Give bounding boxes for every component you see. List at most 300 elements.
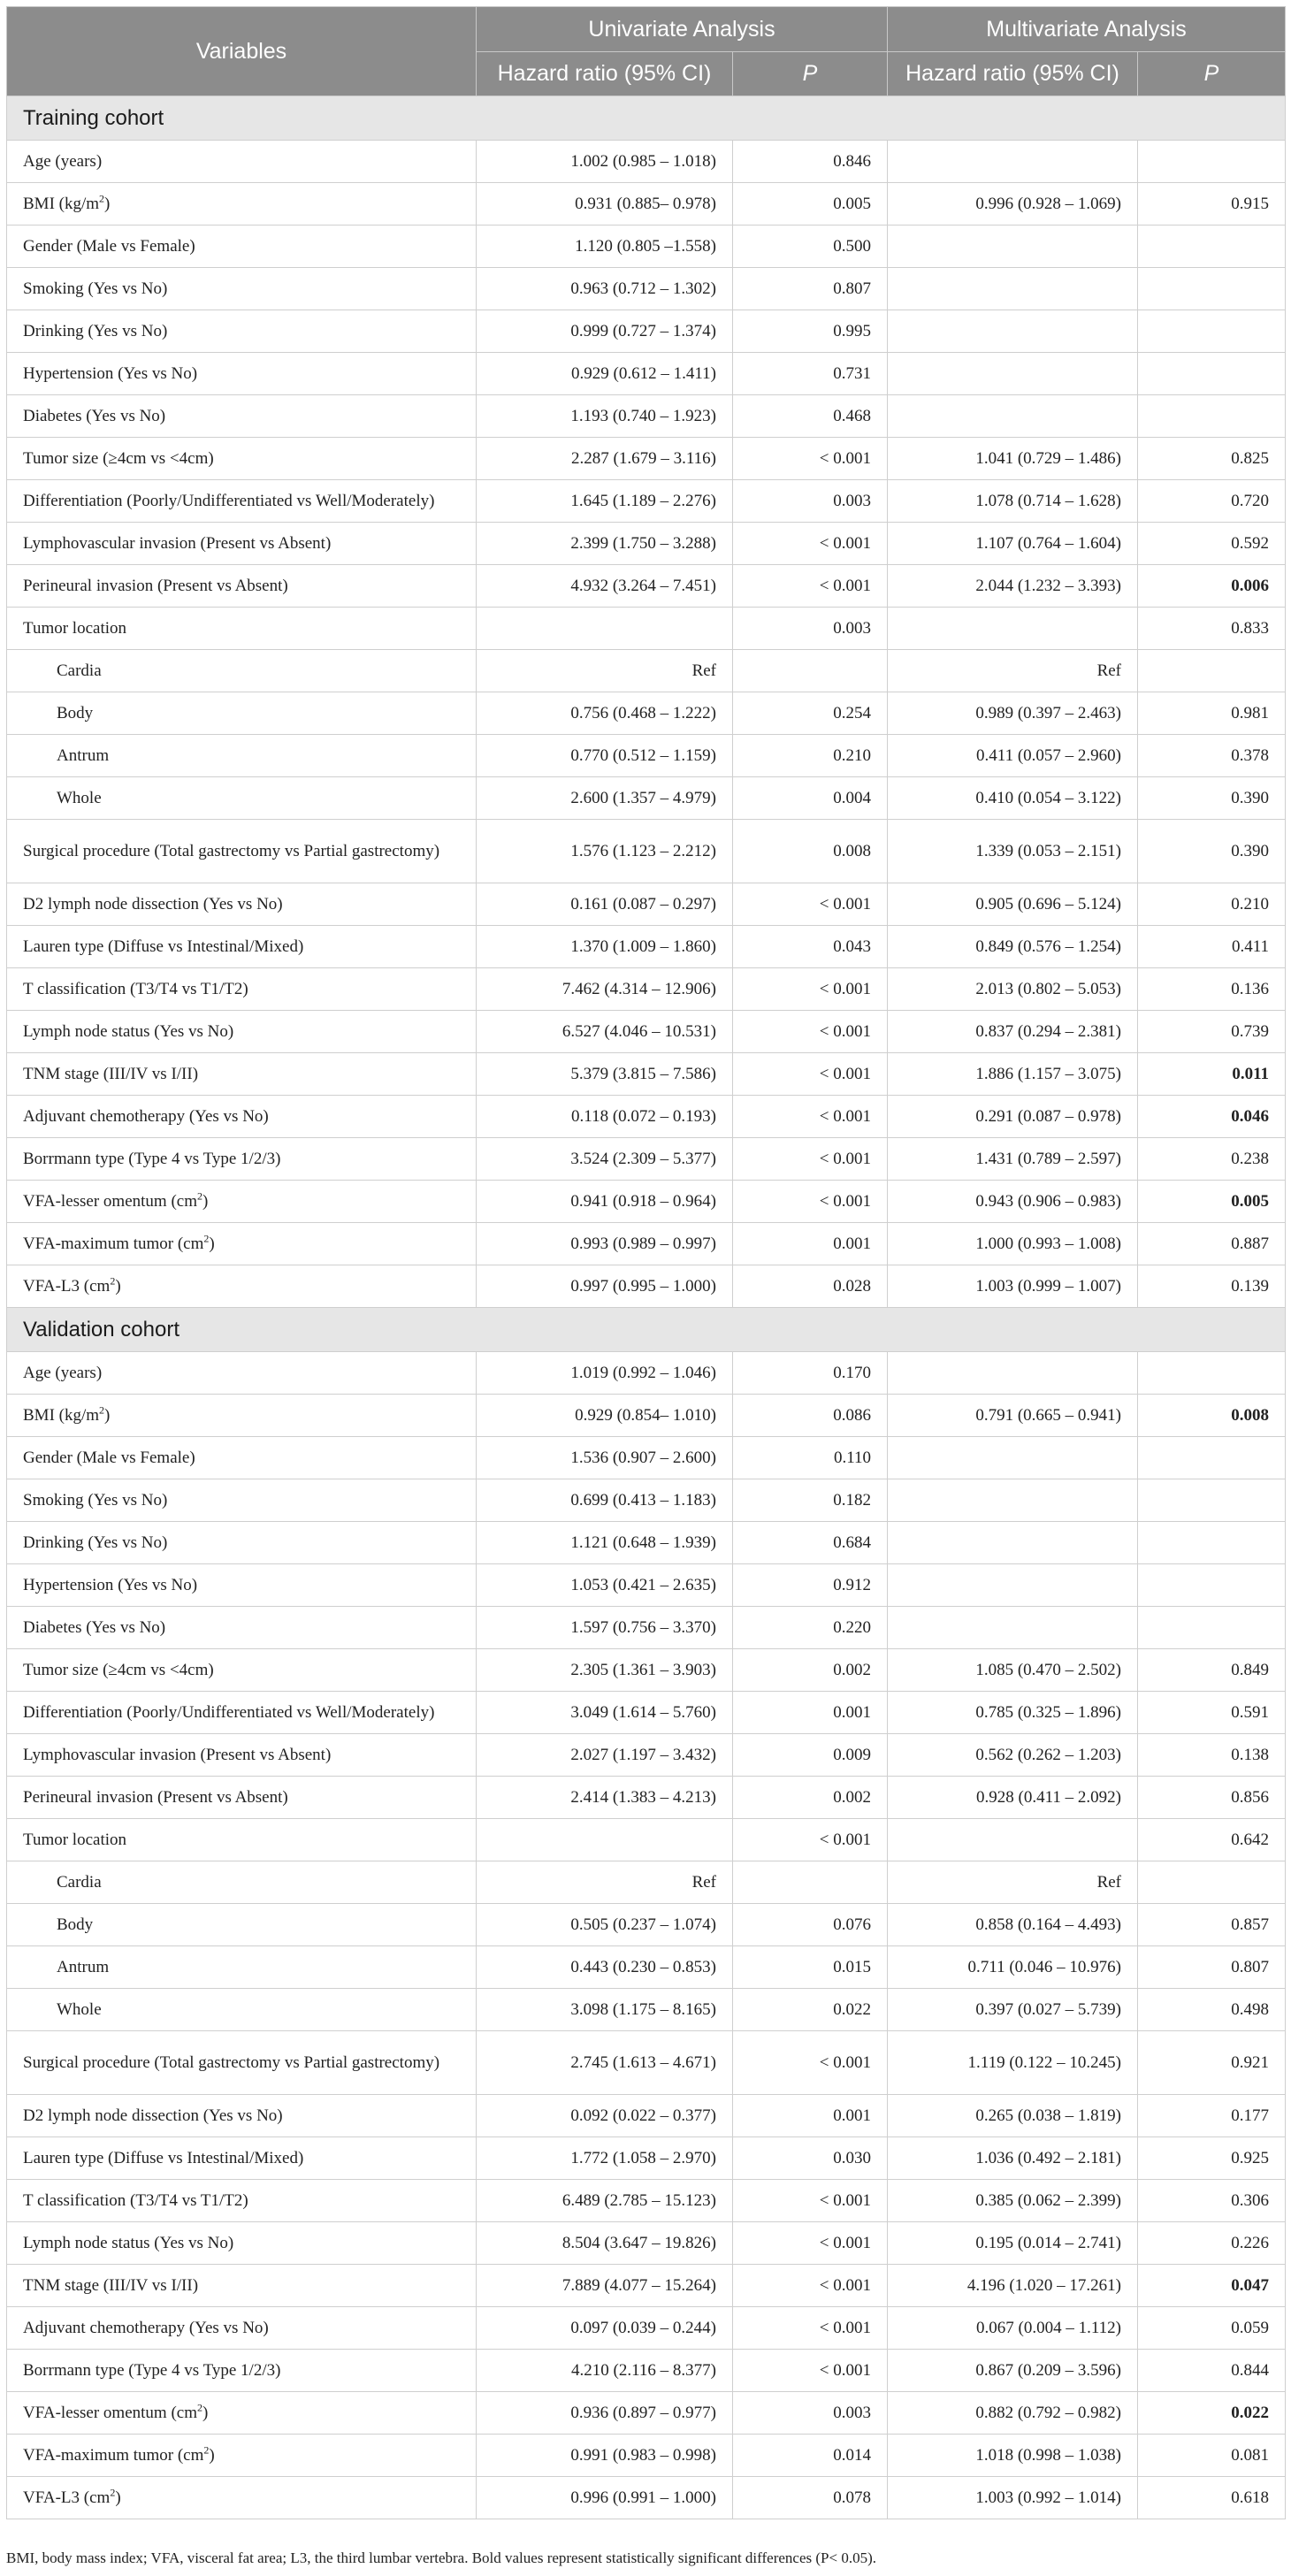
univariate-p-cell: 0.220	[733, 1607, 888, 1649]
univariate-hr-cell: 0.997 (0.995 – 1.000)	[477, 1265, 733, 1308]
univariate-hr-cell: 6.489 (2.785 – 15.123)	[477, 2180, 733, 2222]
header-uni-hr: Hazard ratio (95% CI)	[477, 52, 733, 96]
header-multivariate: Multivariate Analysis	[888, 7, 1286, 52]
univariate-p-cell: 0.043	[733, 926, 888, 968]
multivariate-p-cell	[1138, 1861, 1286, 1904]
univariate-hr-cell: 6.527 (4.046 – 10.531)	[477, 1011, 733, 1053]
variable-label: Lymph node status (Yes vs No)	[7, 2222, 477, 2265]
multivariate-hr-cell: Ref	[888, 650, 1138, 692]
multivariate-hr-cell	[888, 141, 1138, 183]
multivariate-p-cell: 0.390	[1138, 820, 1286, 883]
header-multi-hr: Hazard ratio (95% CI)	[888, 52, 1138, 96]
multivariate-hr-cell: 1.003 (0.992 – 1.014)	[888, 2477, 1138, 2519]
multivariate-p-cell: 0.059	[1138, 2307, 1286, 2350]
table-row	[7, 1564, 1286, 1607]
variable-label: Surgical procedure (Total gastrectomy vs Partial gastrectomy)	[7, 2031, 477, 2095]
table-row	[7, 2307, 1286, 2350]
table-row	[7, 2137, 1286, 2180]
variable-label: Lymphovascular invasion (Present vs Absent)	[7, 1734, 477, 1777]
table-row	[7, 735, 1286, 777]
multivariate-hr-cell	[888, 310, 1138, 353]
univariate-p-cell: 0.005	[733, 183, 888, 225]
section-title-validation: Validation cohort	[7, 1308, 1286, 1352]
univariate-p-cell: 0.254	[733, 692, 888, 735]
variable-label: VFA-lesser omentum $(cm^2)$	[7, 1181, 477, 1223]
univariate-p-cell: < 0.001	[733, 2265, 888, 2307]
multivariate-p-cell: 0.498	[1138, 1989, 1286, 2031]
univariate-hr-cell: 1.536 (0.907 – 2.600)	[477, 1437, 733, 1479]
univariate-hr-cell: 0.097 (0.039 – 0.244)	[477, 2307, 733, 2350]
multivariate-p-cell: 0.006	[1138, 565, 1286, 608]
multivariate-p-cell: 0.210	[1138, 883, 1286, 926]
univariate-p-cell: 0.684	[733, 1522, 888, 1564]
multivariate-p-cell: 0.047	[1138, 2265, 1286, 2307]
table-body	[7, 96, 1286, 2519]
multivariate-hr-cell: Ref	[888, 1861, 1138, 1904]
univariate-p-cell: 0.001	[733, 2095, 888, 2137]
multivariate-hr-cell: 1.041 (0.729 – 1.486)	[888, 438, 1138, 480]
multivariate-p-cell: 0.177	[1138, 2095, 1286, 2137]
multivariate-hr-cell: 1.886 (1.157 – 3.075)	[888, 1053, 1138, 1096]
univariate-p-cell: 0.008	[733, 820, 888, 883]
univariate-p-cell: 0.086	[733, 1395, 888, 1437]
table-row	[7, 2392, 1286, 2435]
variable-label: VFA-L3 $(cm^2)$	[7, 1265, 477, 1308]
univariate-p-cell: 0.001	[733, 1692, 888, 1734]
variable-label: Whole	[7, 1989, 477, 2031]
variable-label: Surgical procedure (Total gastrectomy vs Partial gastrectomy)	[7, 820, 477, 883]
variable-label: Diabetes (Yes vs No)	[7, 395, 477, 438]
header-multi-p: P	[1138, 52, 1286, 96]
variable-label: D2 lymph node dissection (Yes vs No)	[7, 2095, 477, 2137]
table-row	[7, 1352, 1286, 1395]
variable-label: Perineural invasion (Present vs Absent)	[7, 565, 477, 608]
multivariate-hr-cell: 1.431 (0.789 – 2.597)	[888, 1138, 1138, 1181]
multivariate-p-cell: 0.138	[1138, 1734, 1286, 1777]
multivariate-p-cell: 0.136	[1138, 968, 1286, 1011]
univariate-p-cell: 0.500	[733, 225, 888, 268]
multivariate-p-cell: 0.825	[1138, 438, 1286, 480]
multivariate-p-cell: 0.306	[1138, 2180, 1286, 2222]
multivariate-p-cell: 0.238	[1138, 1138, 1286, 1181]
univariate-p-cell: 0.022	[733, 1989, 888, 2031]
table-row	[7, 1053, 1286, 1096]
univariate-p-cell: < 0.001	[733, 2307, 888, 2350]
multivariate-hr-cell: 1.119 (0.122 – 10.245)	[888, 2031, 1138, 2095]
univariate-p-cell: 0.807	[733, 268, 888, 310]
univariate-p-cell: 0.003	[733, 480, 888, 523]
univariate-hr-cell: 4.210 (2.116 – 8.377)	[477, 2350, 733, 2392]
table-row	[7, 1522, 1286, 1564]
multivariate-hr-cell	[888, 1479, 1138, 1522]
table-row	[7, 2095, 1286, 2137]
variable-label: Perineural invasion (Present vs Absent)	[7, 1777, 477, 1819]
multivariate-p-cell	[1138, 395, 1286, 438]
table-row	[7, 1692, 1286, 1734]
univariate-p-cell: 0.003	[733, 2392, 888, 2435]
univariate-hr-cell: 1.121 (0.648 – 1.939)	[477, 1522, 733, 1564]
univariate-p-cell: 0.002	[733, 1649, 888, 1692]
univariate-p-cell: 0.076	[733, 1904, 888, 1946]
multivariate-p-cell: 0.739	[1138, 1011, 1286, 1053]
multivariate-hr-cell	[888, 1564, 1138, 1607]
table-row	[7, 1819, 1286, 1861]
multivariate-p-cell: 0.857	[1138, 1904, 1286, 1946]
header-univariate: Univariate Analysis	[477, 7, 888, 52]
table-row	[7, 2435, 1286, 2477]
multivariate-p-cell: 0.591	[1138, 1692, 1286, 1734]
univariate-p-cell: 0.028	[733, 1265, 888, 1308]
univariate-hr-cell: 0.505 (0.237 – 1.074)	[477, 1904, 733, 1946]
univariate-hr-cell: 2.287 (1.679 – 3.116)	[477, 438, 733, 480]
multivariate-hr-cell: 0.410 (0.054 – 3.122)	[888, 777, 1138, 820]
univariate-p-cell: 0.009	[733, 1734, 888, 1777]
table-row	[7, 820, 1286, 883]
variable-label: Gender (Male vs Female)	[7, 1437, 477, 1479]
variable-label: Hypertension (Yes vs No)	[7, 1564, 477, 1607]
variable-label: Differentiation (Poorly/Undifferentiated vs Well/Moderately)	[7, 480, 477, 523]
univariate-p-cell: 0.030	[733, 2137, 888, 2180]
multivariate-p-cell: 0.833	[1138, 608, 1286, 650]
univariate-p-cell	[733, 1861, 888, 1904]
table-row	[7, 1437, 1286, 1479]
table-row	[7, 2265, 1286, 2307]
table-row	[7, 310, 1286, 353]
univariate-p-cell: < 0.001	[733, 2222, 888, 2265]
table-row	[7, 926, 1286, 968]
table-row	[7, 692, 1286, 735]
univariate-p-cell: 0.182	[733, 1479, 888, 1522]
univariate-hr-cell: 1.645 (1.189 – 2.276)	[477, 480, 733, 523]
univariate-hr-cell: 1.002 (0.985 – 1.018)	[477, 141, 733, 183]
multivariate-hr-cell: 0.837 (0.294 – 2.381)	[888, 1011, 1138, 1053]
variable-label: Cardia	[7, 650, 477, 692]
multivariate-p-cell: 0.008	[1138, 1395, 1286, 1437]
multivariate-hr-cell: 2.013 (0.802 – 5.053)	[888, 968, 1138, 1011]
univariate-p-cell: < 0.001	[733, 1138, 888, 1181]
multivariate-p-cell: 0.925	[1138, 2137, 1286, 2180]
multivariate-p-cell	[1138, 1564, 1286, 1607]
table-row	[7, 225, 1286, 268]
univariate-p-cell: 0.003	[733, 608, 888, 650]
table-row	[7, 1138, 1286, 1181]
multivariate-p-cell	[1138, 141, 1286, 183]
table-row	[7, 1649, 1286, 1692]
variable-label: Lauren type (Diffuse vs Intestinal/Mixed)	[7, 926, 477, 968]
variable-label: Diabetes (Yes vs No)	[7, 1607, 477, 1649]
variable-label: VFA-lesser omentum $(cm^2)$	[7, 2392, 477, 2435]
multivariate-hr-cell: 0.882 (0.792 – 0.982)	[888, 2392, 1138, 2435]
multivariate-p-cell: 0.849	[1138, 1649, 1286, 1692]
multivariate-hr-cell: 1.085 (0.470 – 2.502)	[888, 1649, 1138, 1692]
univariate-hr-cell: 0.092 (0.022 – 0.377)	[477, 2095, 733, 2137]
multivariate-hr-cell: 0.195 (0.014 – 2.741)	[888, 2222, 1138, 2265]
table-row	[7, 2031, 1286, 2095]
variable-label: Drinking (Yes vs No)	[7, 1522, 477, 1564]
variable-label: Age (years)	[7, 1352, 477, 1395]
table-row	[7, 2180, 1286, 2222]
univariate-hr-cell	[477, 608, 733, 650]
multivariate-p-cell	[1138, 310, 1286, 353]
multivariate-p-cell: 0.720	[1138, 480, 1286, 523]
univariate-p-cell: < 0.001	[733, 565, 888, 608]
variable-label: Lauren type (Diffuse vs Intestinal/Mixed)	[7, 2137, 477, 2180]
multivariate-p-cell: 0.887	[1138, 1223, 1286, 1265]
variable-label: Lymph node status (Yes vs No)	[7, 1011, 477, 1053]
univariate-p-cell: < 0.001	[733, 1181, 888, 1223]
table-row	[7, 1734, 1286, 1777]
table-row	[7, 523, 1286, 565]
multivariate-hr-cell: 1.078 (0.714 – 1.628)	[888, 480, 1138, 523]
univariate-hr-cell: 0.929 (0.854– 1.010)	[477, 1395, 733, 1437]
table-row	[7, 1265, 1286, 1308]
variable-label: Borrmann type (Type 4 vs Type 1/2/3)	[7, 1138, 477, 1181]
table-row	[7, 1096, 1286, 1138]
univariate-hr-cell: 0.941 (0.918 – 0.964)	[477, 1181, 733, 1223]
variable-label: Adjuvant chemotherapy (Yes vs No)	[7, 1096, 477, 1138]
variable-label: Body	[7, 1904, 477, 1946]
multivariate-hr-cell: 0.989 (0.397 – 2.463)	[888, 692, 1138, 735]
table-row	[7, 1904, 1286, 1946]
multivariate-hr-cell: 1.003 (0.999 – 1.007)	[888, 1265, 1138, 1308]
variable-label: Drinking (Yes vs No)	[7, 310, 477, 353]
univariate-hr-cell: 0.996 (0.991 – 1.000)	[477, 2477, 733, 2519]
univariate-p-cell: < 0.001	[733, 2350, 888, 2392]
multivariate-p-cell	[1138, 268, 1286, 310]
multivariate-hr-cell: 0.943 (0.906 – 0.983)	[888, 1181, 1138, 1223]
variable-label: Antrum	[7, 735, 477, 777]
multivariate-p-cell: 0.139	[1138, 1265, 1286, 1308]
table-row	[7, 608, 1286, 650]
univariate-hr-cell: 0.443 (0.230 – 0.853)	[477, 1946, 733, 1989]
univariate-hr-cell: 0.756 (0.468 – 1.222)	[477, 692, 733, 735]
univariate-hr-cell	[477, 1819, 733, 1861]
table-row	[7, 438, 1286, 480]
multivariate-hr-cell: 2.044 (1.232 – 3.393)	[888, 565, 1138, 608]
multivariate-p-cell	[1138, 1522, 1286, 1564]
univariate-p-cell: 0.001	[733, 1223, 888, 1265]
variable-label: BMI $(kg/m^2)$	[7, 1395, 477, 1437]
multivariate-hr-cell: 0.785 (0.325 – 1.896)	[888, 1692, 1138, 1734]
multivariate-hr-cell: 0.905 (0.696 – 5.124)	[888, 883, 1138, 926]
multivariate-hr-cell	[888, 1352, 1138, 1395]
multivariate-p-cell: 0.081	[1138, 2435, 1286, 2477]
multivariate-p-cell	[1138, 1352, 1286, 1395]
hazard-ratio-table	[6, 6, 1286, 2519]
variable-label: Smoking (Yes vs No)	[7, 268, 477, 310]
header-uni-p: P	[733, 52, 888, 96]
section-row-validation	[7, 1308, 1286, 1352]
variable-label: Differentiation (Poorly/Undifferentiated vs Well/Moderately)	[7, 1692, 477, 1734]
multivariate-p-cell: 0.022	[1138, 2392, 1286, 2435]
univariate-hr-cell: 5.379 (3.815 – 7.586)	[477, 1053, 733, 1096]
variable-label: TNM stage (III/IV vs I/II)	[7, 2265, 477, 2307]
multivariate-p-cell: 0.642	[1138, 1819, 1286, 1861]
multivariate-hr-cell	[888, 1437, 1138, 1479]
multivariate-hr-cell	[888, 608, 1138, 650]
univariate-p-cell: 0.468	[733, 395, 888, 438]
multivariate-hr-cell: 0.711 (0.046 – 10.976)	[888, 1946, 1138, 1989]
multivariate-p-cell: 0.618	[1138, 2477, 1286, 2519]
univariate-p-cell: 0.078	[733, 2477, 888, 2519]
multivariate-p-cell: 0.046	[1138, 1096, 1286, 1138]
multivariate-p-cell: 0.592	[1138, 523, 1286, 565]
univariate-hr-cell: 0.936 (0.897 – 0.977)	[477, 2392, 733, 2435]
univariate-p-cell: < 0.001	[733, 438, 888, 480]
univariate-hr-cell: 0.770 (0.512 – 1.159)	[477, 735, 733, 777]
univariate-hr-cell: 0.963 (0.712 – 1.302)	[477, 268, 733, 310]
univariate-p-cell: 0.210	[733, 735, 888, 777]
variable-label: VFA-maximum tumor $(cm^2)$	[7, 2435, 477, 2477]
univariate-hr-cell: 1.053 (0.421 – 2.635)	[477, 1564, 733, 1607]
multivariate-hr-cell	[888, 395, 1138, 438]
univariate-hr-cell: 0.931 (0.885– 0.978)	[477, 183, 733, 225]
variable-label: Lymphovascular invasion (Present vs Absent)	[7, 523, 477, 565]
multivariate-hr-cell: 1.036 (0.492 – 2.181)	[888, 2137, 1138, 2180]
multivariate-hr-cell: 0.867 (0.209 – 3.596)	[888, 2350, 1138, 2392]
multivariate-hr-cell	[888, 268, 1138, 310]
univariate-hr-cell: 0.999 (0.727 – 1.374)	[477, 310, 733, 353]
univariate-hr-cell: 1.576 (1.123 – 2.212)	[477, 820, 733, 883]
variable-label: D2 lymph node dissection (Yes vs No)	[7, 883, 477, 926]
univariate-p-cell: 0.015	[733, 1946, 888, 1989]
variable-label: BMI $(kg/m^2)$	[7, 183, 477, 225]
table-row	[7, 1479, 1286, 1522]
univariate-p-cell: < 0.001	[733, 1819, 888, 1861]
univariate-hr-cell: 8.504 (3.647 – 19.826)	[477, 2222, 733, 2265]
variable-label: Tumor size (≥4cm vs <4cm)	[7, 1649, 477, 1692]
multivariate-hr-cell	[888, 1522, 1138, 1564]
univariate-p-cell: 0.002	[733, 1777, 888, 1819]
multivariate-hr-cell: 0.996 (0.928 – 1.069)	[888, 183, 1138, 225]
univariate-p-cell: 0.014	[733, 2435, 888, 2477]
table-row	[7, 141, 1286, 183]
univariate-hr-cell: 1.597 (0.756 – 3.370)	[477, 1607, 733, 1649]
multivariate-hr-cell: 0.928 (0.411 – 2.092)	[888, 1777, 1138, 1819]
variable-label: Borrmann type (Type 4 vs Type 1/2/3)	[7, 2350, 477, 2392]
multivariate-p-cell: 0.844	[1138, 2350, 1286, 2392]
table-row	[7, 2350, 1286, 2392]
multivariate-p-cell: 0.807	[1138, 1946, 1286, 1989]
multivariate-hr-cell: 1.107 (0.764 – 1.604)	[888, 523, 1138, 565]
section-title-training: Training cohort	[7, 96, 1286, 141]
univariate-hr-cell: 2.745 (1.613 – 4.671)	[477, 2031, 733, 2095]
univariate-p-cell: < 0.001	[733, 1011, 888, 1053]
univariate-hr-cell: 1.019 (0.992 – 1.046)	[477, 1352, 733, 1395]
univariate-p-cell: < 0.001	[733, 523, 888, 565]
table-row	[7, 1861, 1286, 1904]
multivariate-hr-cell: 1.000 (0.993 – 1.008)	[888, 1223, 1138, 1265]
variable-label: Tumor location	[7, 608, 477, 650]
multivariate-hr-cell: 0.411 (0.057 – 2.960)	[888, 735, 1138, 777]
variable-label: Whole	[7, 777, 477, 820]
univariate-hr-cell: 0.699 (0.413 – 1.183)	[477, 1479, 733, 1522]
table-header	[7, 7, 1286, 96]
table-row	[7, 565, 1286, 608]
table-row	[7, 883, 1286, 926]
table-row	[7, 395, 1286, 438]
table-row	[7, 2477, 1286, 2519]
univariate-hr-cell: 0.991 (0.983 – 0.998)	[477, 2435, 733, 2477]
univariate-p-cell: 0.170	[733, 1352, 888, 1395]
univariate-hr-cell: 3.098 (1.175 – 8.165)	[477, 1989, 733, 2031]
table-row	[7, 968, 1286, 1011]
variable-label: Hypertension (Yes vs No)	[7, 353, 477, 395]
multivariate-p-cell	[1138, 225, 1286, 268]
univariate-hr-cell: 7.462 (4.314 – 12.906)	[477, 968, 733, 1011]
multivariate-p-cell: 0.226	[1138, 2222, 1286, 2265]
multivariate-hr-cell: 1.018 (0.998 – 1.038)	[888, 2435, 1138, 2477]
multivariate-p-cell: 0.378	[1138, 735, 1286, 777]
multivariate-p-cell: 0.921	[1138, 2031, 1286, 2095]
variable-label: Body	[7, 692, 477, 735]
variable-label: VFA-L3 $(cm^2)$	[7, 2477, 477, 2519]
table-row	[7, 1607, 1286, 1649]
multivariate-hr-cell: 0.067 (0.004 – 1.112)	[888, 2307, 1138, 2350]
table-footnote: BMI, body mass index; VFA, visceral fat area; L3, the third lumbar vertebra. Bold values represent statistically significant differences (P< 0.05).	[6, 2549, 876, 2566]
table-row	[7, 2222, 1286, 2265]
univariate-p-cell: < 0.001	[733, 1096, 888, 1138]
univariate-hr-cell: 1.370 (1.009 – 1.860)	[477, 926, 733, 968]
variable-label: Tumor location	[7, 1819, 477, 1861]
multivariate-p-cell: 0.011	[1138, 1053, 1286, 1096]
table-row	[7, 1223, 1286, 1265]
multivariate-hr-cell: 0.291 (0.087 – 0.978)	[888, 1096, 1138, 1138]
table-row	[7, 1777, 1286, 1819]
univariate-hr-cell: 3.524 (2.309 – 5.377)	[477, 1138, 733, 1181]
univariate-p-cell: < 0.001	[733, 883, 888, 926]
univariate-p-cell: < 0.001	[733, 2031, 888, 2095]
multivariate-p-cell	[1138, 1437, 1286, 1479]
table-row	[7, 480, 1286, 523]
multivariate-hr-cell: 0.385 (0.062 – 2.399)	[888, 2180, 1138, 2222]
table-row	[7, 1989, 1286, 2031]
multivariate-p-cell	[1138, 353, 1286, 395]
univariate-hr-cell: 2.305 (1.361 – 3.903)	[477, 1649, 733, 1692]
table-container	[6, 6, 1285, 2519]
multivariate-p-cell: 0.390	[1138, 777, 1286, 820]
multivariate-hr-cell: 4.196 (1.020 – 17.261)	[888, 2265, 1138, 2307]
univariate-p-cell: 0.004	[733, 777, 888, 820]
multivariate-p-cell	[1138, 1479, 1286, 1522]
variable-label: TNM stage (III/IV vs I/II)	[7, 1053, 477, 1096]
multivariate-hr-cell: 0.397 (0.027 – 5.739)	[888, 1989, 1138, 2031]
table-row	[7, 650, 1286, 692]
variable-label: Smoking (Yes vs No)	[7, 1479, 477, 1522]
univariate-hr-cell: 2.414 (1.383 – 4.213)	[477, 1777, 733, 1819]
univariate-p-cell: 0.912	[733, 1564, 888, 1607]
table-row	[7, 1011, 1286, 1053]
multivariate-hr-cell: 0.265 (0.038 – 1.819)	[888, 2095, 1138, 2137]
multivariate-p-cell	[1138, 1607, 1286, 1649]
header-variables: Variables	[7, 7, 477, 96]
multivariate-p-cell: 0.915	[1138, 183, 1286, 225]
variable-label: VFA-maximum tumor $(cm^2)$	[7, 1223, 477, 1265]
univariate-hr-cell: 0.929 (0.612 – 1.411)	[477, 353, 733, 395]
multivariate-hr-cell	[888, 353, 1138, 395]
univariate-hr-cell: 4.932 (3.264 – 7.451)	[477, 565, 733, 608]
table-row	[7, 1395, 1286, 1437]
variable-label: Adjuvant chemotherapy (Yes vs No)	[7, 2307, 477, 2350]
multivariate-hr-cell: 0.858 (0.164 – 4.493)	[888, 1904, 1138, 1946]
variable-label: Antrum	[7, 1946, 477, 1989]
univariate-p-cell: 0.995	[733, 310, 888, 353]
univariate-hr-cell: 2.399 (1.750 – 3.288)	[477, 523, 733, 565]
univariate-hr-cell: 2.027 (1.197 – 3.432)	[477, 1734, 733, 1777]
univariate-hr-cell: 0.161 (0.087 – 0.297)	[477, 883, 733, 926]
variable-label: T classification (T3/T4 vs T1/T2)	[7, 968, 477, 1011]
multivariate-p-cell	[1138, 650, 1286, 692]
